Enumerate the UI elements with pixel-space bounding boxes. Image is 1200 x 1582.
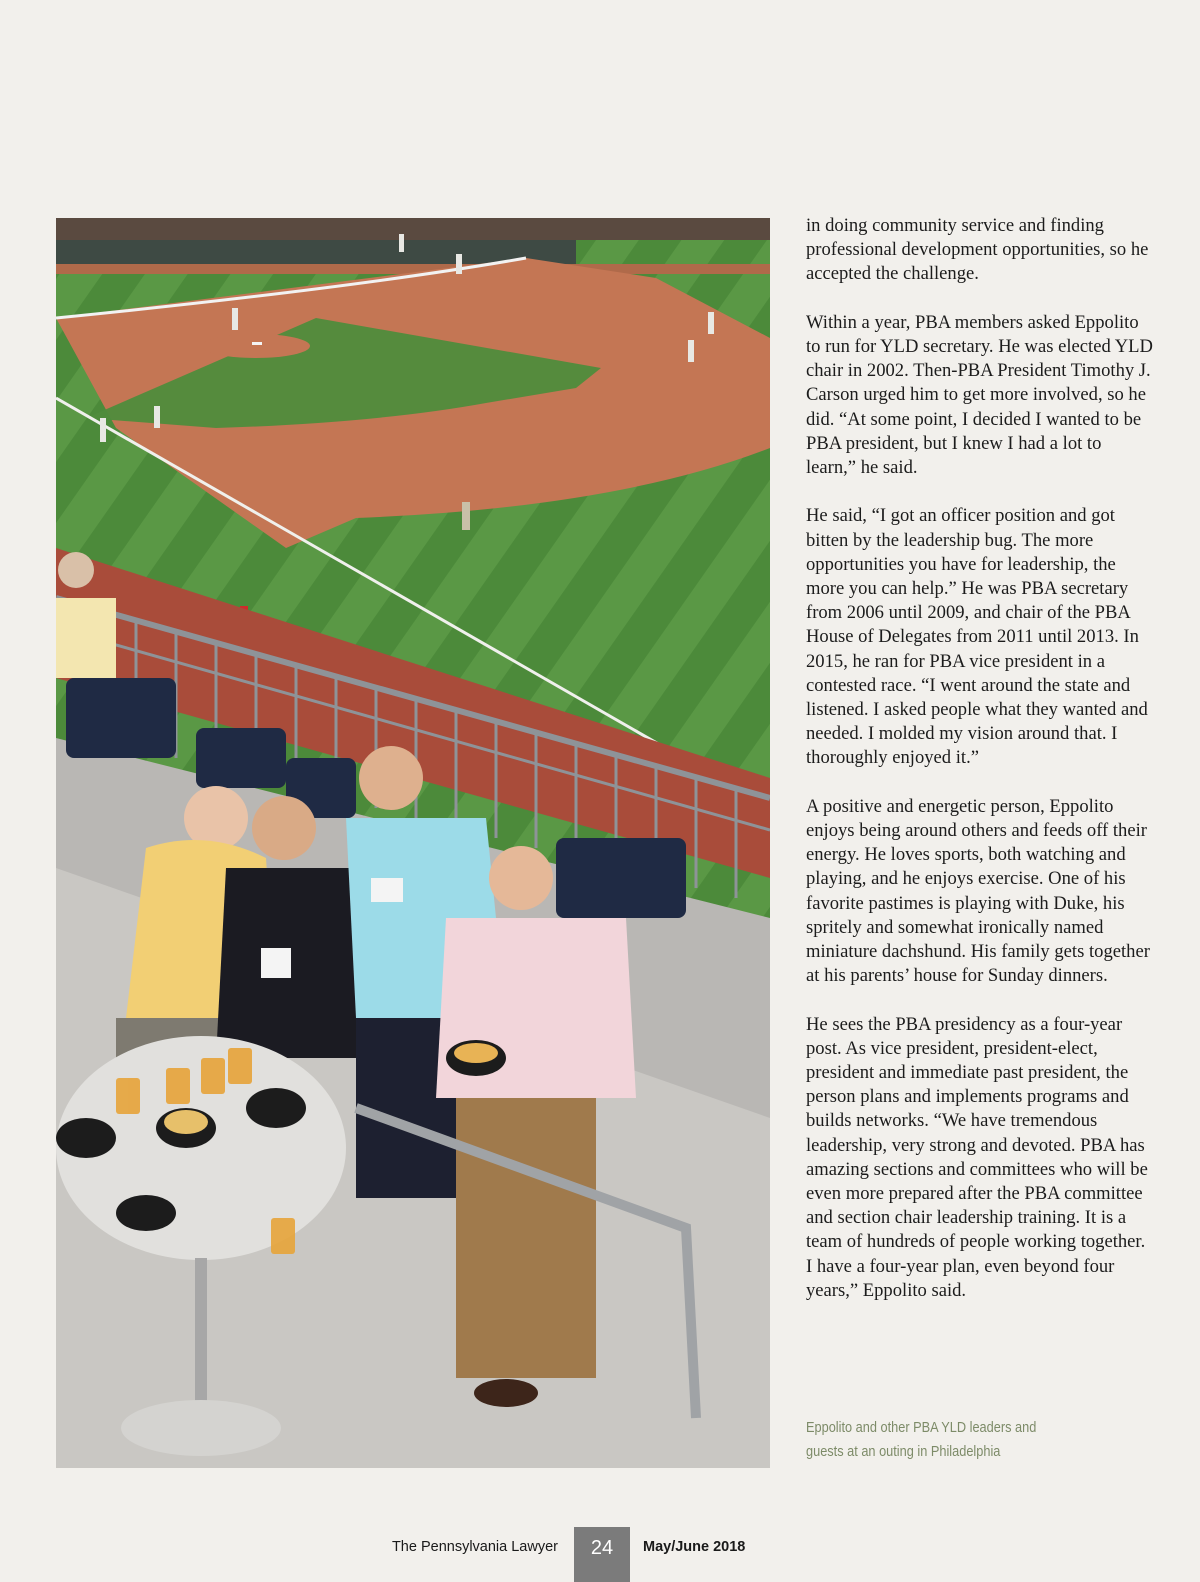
magazine-title: The Pennsylvania Lawyer <box>391 1539 558 1555</box>
article-paragraph: A positive and energetic person, Eppolito enjoys being around others and feeds off their energy. He loves sports, both watching and playing, and he enjoys exercise. One of his favorite pastimes is playing with Duke, his spritely and somewhat ironically named miniature dachshund. His family gets together at his parents’ house for Sunday dinners. <box>806 795 1150 987</box>
ballpark-group-photo <box>56 218 770 1468</box>
page-footer <box>0 1527 1200 1582</box>
article-body <box>806 214 1156 1327</box>
photo-caption <box>806 1416 1070 1464</box>
article-paragraph: Within a year, PBA members asked Eppolito to run for YLD secretary. He was elected YLD chair in 2002. Then-PBA President Timothy J. Carson urged him to get more involved, so he did. “At some point, I decided I wanted to be PBA president, but I knew I had a lot to learn,” he said. <box>806 311 1153 479</box>
article-paragraph: He sees the PBA presidency as a four-year post. As vice president, president-elect, president and immediate past president, the person plans and implements programs and builds networks. “We have tremendous leadership, very strong and devoted. PBA has amazing sections and committees who will be even more prepared after the PBA committee and section chair leadership training. It is a team of hundreds of people working together. I have a four-year plan, even beyond four years,” Eppolito said. <box>806 1013 1148 1301</box>
article-photo <box>56 218 770 1468</box>
caption-line: Eppolito and other PBA YLD leaders and <box>806 1420 1037 1436</box>
issue-date: May/June 2018 <box>643 1539 746 1555</box>
caption-line: guests at an outing in Philadelphia <box>806 1444 1001 1460</box>
article-paragraph: in doing community service and finding professional development opportunities, so he accepted the challenge. <box>806 215 1149 285</box>
page-number: 24 <box>574 1527 630 1582</box>
article-paragraph: He said, “I got an officer position and got bitten by the leadership bug. The more opportunities you have for leadership, the more you can help.” He was PBA secretary from 2006 until 2009, and chair of the PBA House of Delegates from 2011 until 2013. In 2015, he ran for PBA vice president in a contested race. “I went around the state and listened. I asked people what they wanted and needed. I molded my vision around that. I thoroughly enjoyed it.” <box>806 505 1148 769</box>
